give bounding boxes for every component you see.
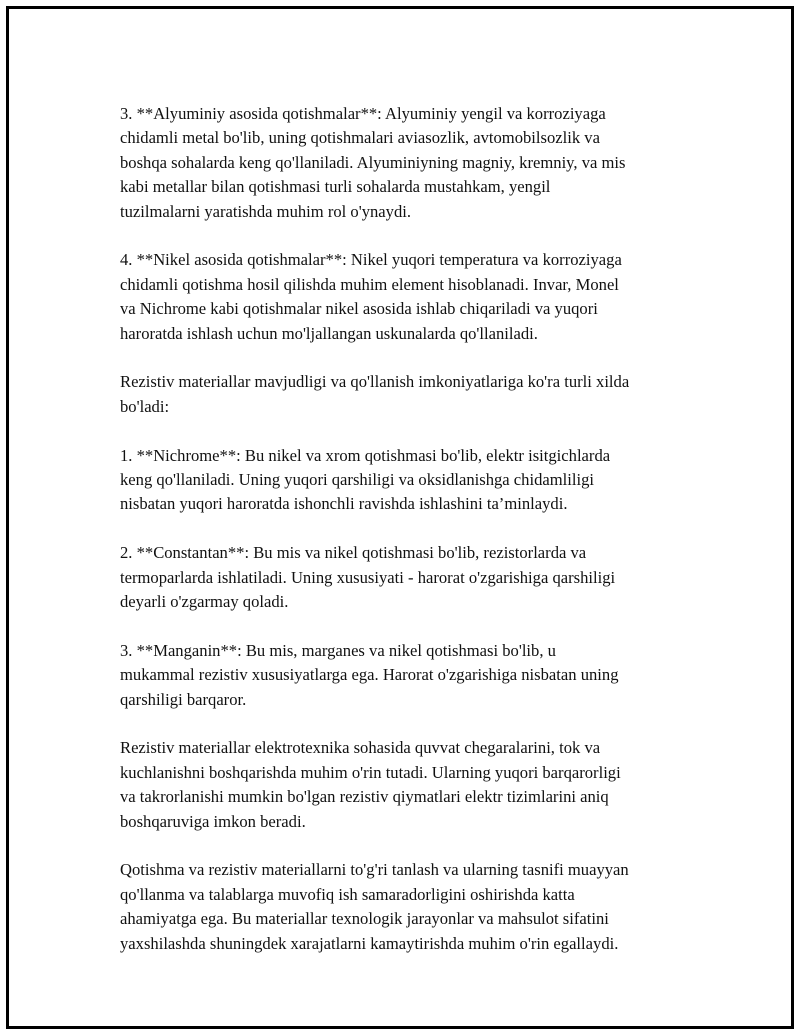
text-line: ahamiyatga ega. Bu materiallar texnologik jarayonlar va mahsulot sifatini	[120, 909, 609, 929]
text-line: 4. **Nikel asosida qotishmalar**: Nikel yuqori temperatura va korroziyaga	[120, 250, 622, 270]
text-line: tuzilmalarni yaratishda muhim rol o'ynaydi.	[120, 201, 412, 221]
paragraph	[120, 736, 700, 834]
text-line: termoparlarda ishlatiladi. Uning xususiyati - harorat o'zgarishiga qarshiligi	[120, 567, 616, 587]
paragraph	[120, 858, 700, 956]
paragraph	[120, 370, 700, 419]
text-line: chidamli qotishma hosil qilishda muhim element hisoblanadi. Invar, Monel	[120, 274, 619, 294]
text-line: mukammal rezistiv xususiyatlarga ega. Harorat o'zgarishiga nisbatan uning	[120, 665, 619, 685]
document-body	[120, 102, 700, 981]
paragraph	[120, 102, 700, 224]
text-line: boshqa sohalarda keng qo'llaniladi. Alyuminiyning magniy, kremniy, va mis	[120, 152, 626, 172]
text-line: va takrorlanishi mumkin bo'lgan rezistiv qiymatlari elektr tizimlarini aniq	[120, 787, 609, 807]
text-line: haroratda ishlash uchun mo'ljallangan uskunalarda qo'llaniladi.	[120, 323, 538, 343]
text-line: keng qo'llaniladi. Uning yuqori qarshiligi va oksidlanishga chidamliligi	[120, 470, 594, 490]
text-line: deyarli o'zgarmay qoladi.	[120, 592, 289, 612]
text-line: bo'ladi:	[120, 396, 170, 416]
text-line: qo'llanma va talablarga muvofiq ish samaradorligini oshirishda katta	[120, 884, 575, 904]
text-line: kuchlanishni boshqarishda muhim o'rin tutadi. Ularning yuqori barqarorligi	[120, 762, 621, 782]
page-frame	[6, 6, 794, 1029]
text-line: 2. **Constantan**: Bu mis va nikel qotishmasi bo'lib, rezistorlarda va	[120, 543, 587, 563]
text-line: 3. **Manganin**: Bu mis, marganes va nikel qotishmasi bo'lib, u	[120, 640, 556, 660]
paragraph	[120, 248, 700, 346]
text-line: chidamli metal bo'lib, uning qotishmalari aviasozlik, avtomobilsozlik va	[120, 128, 600, 148]
text-line: va Nichrome kabi qotishmalar nikel asosida ishlab chiqariladi va yuqori	[120, 299, 598, 319]
text-line: qarshiligi barqaror.	[120, 689, 247, 709]
paragraph	[120, 444, 700, 517]
text-line: nisbatan yuqori haroratda ishonchli ravishda ishlashini ta’minlaydi.	[120, 494, 568, 514]
text-line: kabi metallar bilan qotishmasi turli sohalarda mustahkam, yengil	[120, 177, 551, 197]
text-line: boshqaruviga imkon beradi.	[120, 811, 306, 831]
paragraph	[120, 639, 700, 712]
text-line: Qotishma va rezistiv materiallarni to'g'ri tanlash va ularning tasnifi muayyan	[120, 860, 629, 880]
text-line: yaxshilashda shuningdek xarajatlarni kamaytirishda muhim o'rin egallaydi.	[120, 933, 619, 953]
text-line: Rezistiv materiallar mavjudligi va qo'llanish imkoniyatlariga ko'ra turli xilda	[120, 372, 630, 392]
text-line: Rezistiv materiallar elektrotexnika sohasida quvvat chegaralarini, tok va	[120, 738, 601, 758]
text-line: 3. **Alyuminiy asosida qotishmalar**: Alyuminiy yengil va korroziyaga	[120, 104, 606, 123]
text-line: 1. **Nichrome**: Bu nikel va xrom qotishmasi bo'lib, elektr isitgichlarda	[120, 445, 611, 465]
paragraph	[120, 541, 700, 614]
